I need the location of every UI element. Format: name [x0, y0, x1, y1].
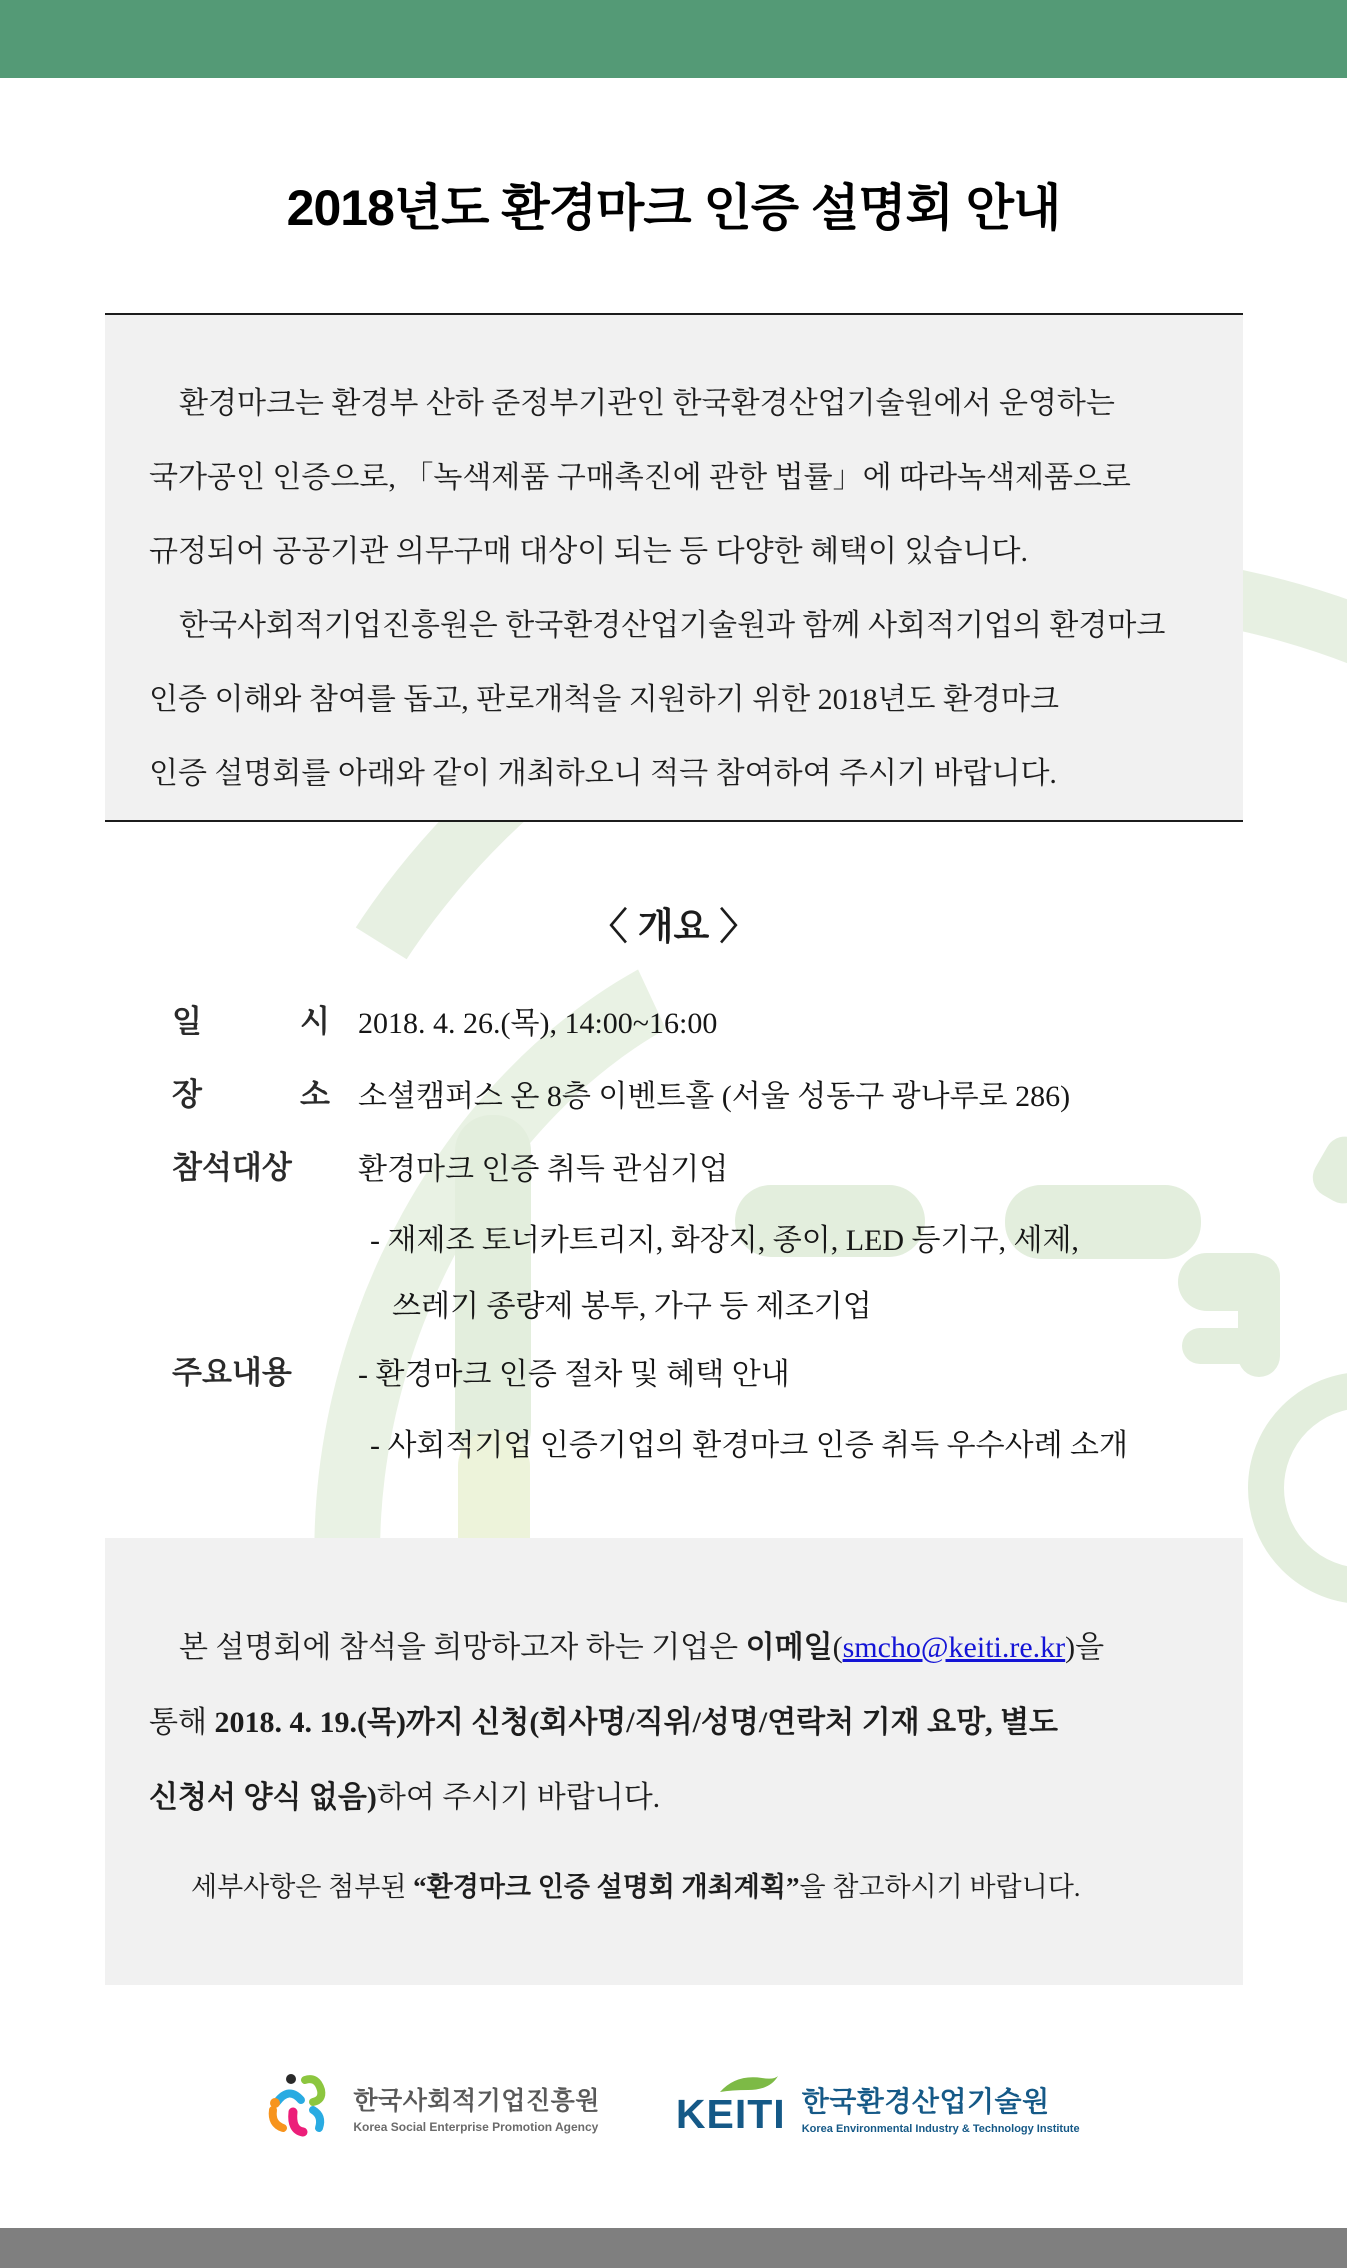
- application-text: 통해: [149, 1706, 215, 1739]
- overview-details: [172, 996, 1252, 1486]
- keiti-acronym: KEITI: [675, 2091, 786, 2137]
- note-text: 세부사항은 첨부된: [191, 1872, 414, 1902]
- detail-label: 일 시: [172, 1004, 330, 1039]
- page-title: 2018년도 환경마크 인증 설명회 안내: [286, 180, 1061, 236]
- keiti-name-korean: 한국환경산업기술원: [801, 2086, 1050, 2117]
- detail-row-content: [172, 1347, 1252, 1393]
- detail-value: - 환경마크 인증 절차 및 혜택 안내: [358, 1358, 790, 1391]
- detail-label: 장 소: [172, 1077, 330, 1112]
- note-text: 을 참고하시기 바랍니다.: [799, 1872, 1081, 1902]
- overview-heading: 〈 개요 〉: [590, 906, 757, 947]
- application-text-bold: 이메일: [745, 1631, 833, 1664]
- application-text-bold: 신청서 양식 없음): [149, 1781, 377, 1814]
- kosea-logo-icon: [267, 2072, 337, 2143]
- intro-paragraph2-line: 인증 이해와 참여를 돕고, 판로개척을 지원하기 위한 2018년도 환경마크: [149, 683, 1059, 716]
- intro-paragraph2-line: 한국사회적기업진흥원은 한국환경산업기술원과 함께 사회적기업의 환경마크: [179, 609, 1166, 642]
- bottom-footer-bar: [0, 2228, 1347, 2268]
- application-text: (: [832, 1631, 843, 1664]
- application-text: 본 설명회에 참석을 희망하고자 하는 기업은: [179, 1631, 746, 1664]
- application-text: )을: [1065, 1631, 1105, 1664]
- intro-paragraph1-line: 국가공인 인증으로, 「녹색제품 구매촉진에 관한 법률」에 따라녹색제품으로: [149, 461, 1131, 494]
- kosea-name-english: Korea Social Enterprise Promotion Agency: [353, 2120, 599, 2134]
- kosea-name: [353, 2081, 600, 2134]
- footer-logos: [0, 2072, 1347, 2143]
- note-text-bold: “환경마크 인증 설명회 개최계획”: [413, 1872, 800, 1902]
- detail-row-venue: [172, 1069, 1252, 1115]
- application-line-2: [149, 1685, 1199, 1760]
- content-sub-line: - 사회적기업 인증기업의 환경마크 인증 취득 우수사례 소개: [370, 1429, 1129, 1462]
- intro-paragraph2-line: 인증 설명회를 아래와 같이 개최하오니 적극 참여하여 주시기 바랍니다.: [149, 757, 1057, 790]
- intro-box: [105, 313, 1243, 822]
- kosea-name-korean: 한국사회적기업진흥원: [353, 2087, 600, 2115]
- top-accent-bar: [0, 0, 1347, 78]
- detail-row-datetime: [172, 996, 1252, 1042]
- keiti-name: [802, 2080, 1080, 2135]
- application-text-bold: 2018. 4. 19.(목)까지 신청(회사명/직위/성명/연락처 기재 요망, 별도: [214, 1706, 1059, 1739]
- application-text: 하여 주시기 바랍니다.: [376, 1781, 661, 1814]
- detail-value: 2018. 4. 26.(목), 14:00~16:00: [358, 1007, 718, 1040]
- detail-value: 환경마크 인증 취득 관심기업: [358, 1153, 729, 1186]
- keiti-logo: [676, 2080, 1080, 2135]
- kosea-logo: [267, 2072, 600, 2143]
- attachment-note: [191, 1865, 1199, 1904]
- target-sub-line: 쓰레기 종량제 봉투, 가구 등 제조기업: [392, 1290, 872, 1323]
- detail-label: 참석대상: [172, 1150, 292, 1185]
- detail-value: 소셜캠퍼스 온 8층 이벤트홀 (서울 성동구 광나루로 286): [358, 1080, 1071, 1113]
- email-link[interactable]: smcho@keiti.re.kr: [842, 1631, 1066, 1664]
- application-line-1: [149, 1610, 1199, 1685]
- intro-paragraph1-line: 규정되어 공공기관 의무구매 대상이 되는 등 다양한 혜택이 있습니다.: [149, 535, 1028, 568]
- target-sub-line: - 재제조 토너카트리지, 화장지, 종이, LED 등기구, 세제,: [370, 1224, 1079, 1257]
- detail-row-target: [172, 1142, 1252, 1188]
- detail-label: 주요내용: [172, 1355, 292, 1390]
- application-line-3: [149, 1760, 1199, 1835]
- keiti-wordmark: [676, 2080, 786, 2135]
- application-box: [105, 1538, 1243, 1985]
- intro-paragraph1-line: 환경마크는 환경부 산하 준정부기관인 한국환경산업기술원에서 운영하는: [179, 387, 1115, 420]
- keiti-name-english: Korea Environmental Industry & Technology Institute: [801, 2123, 1080, 2135]
- keiti-leaf-icon: [718, 2074, 780, 2101]
